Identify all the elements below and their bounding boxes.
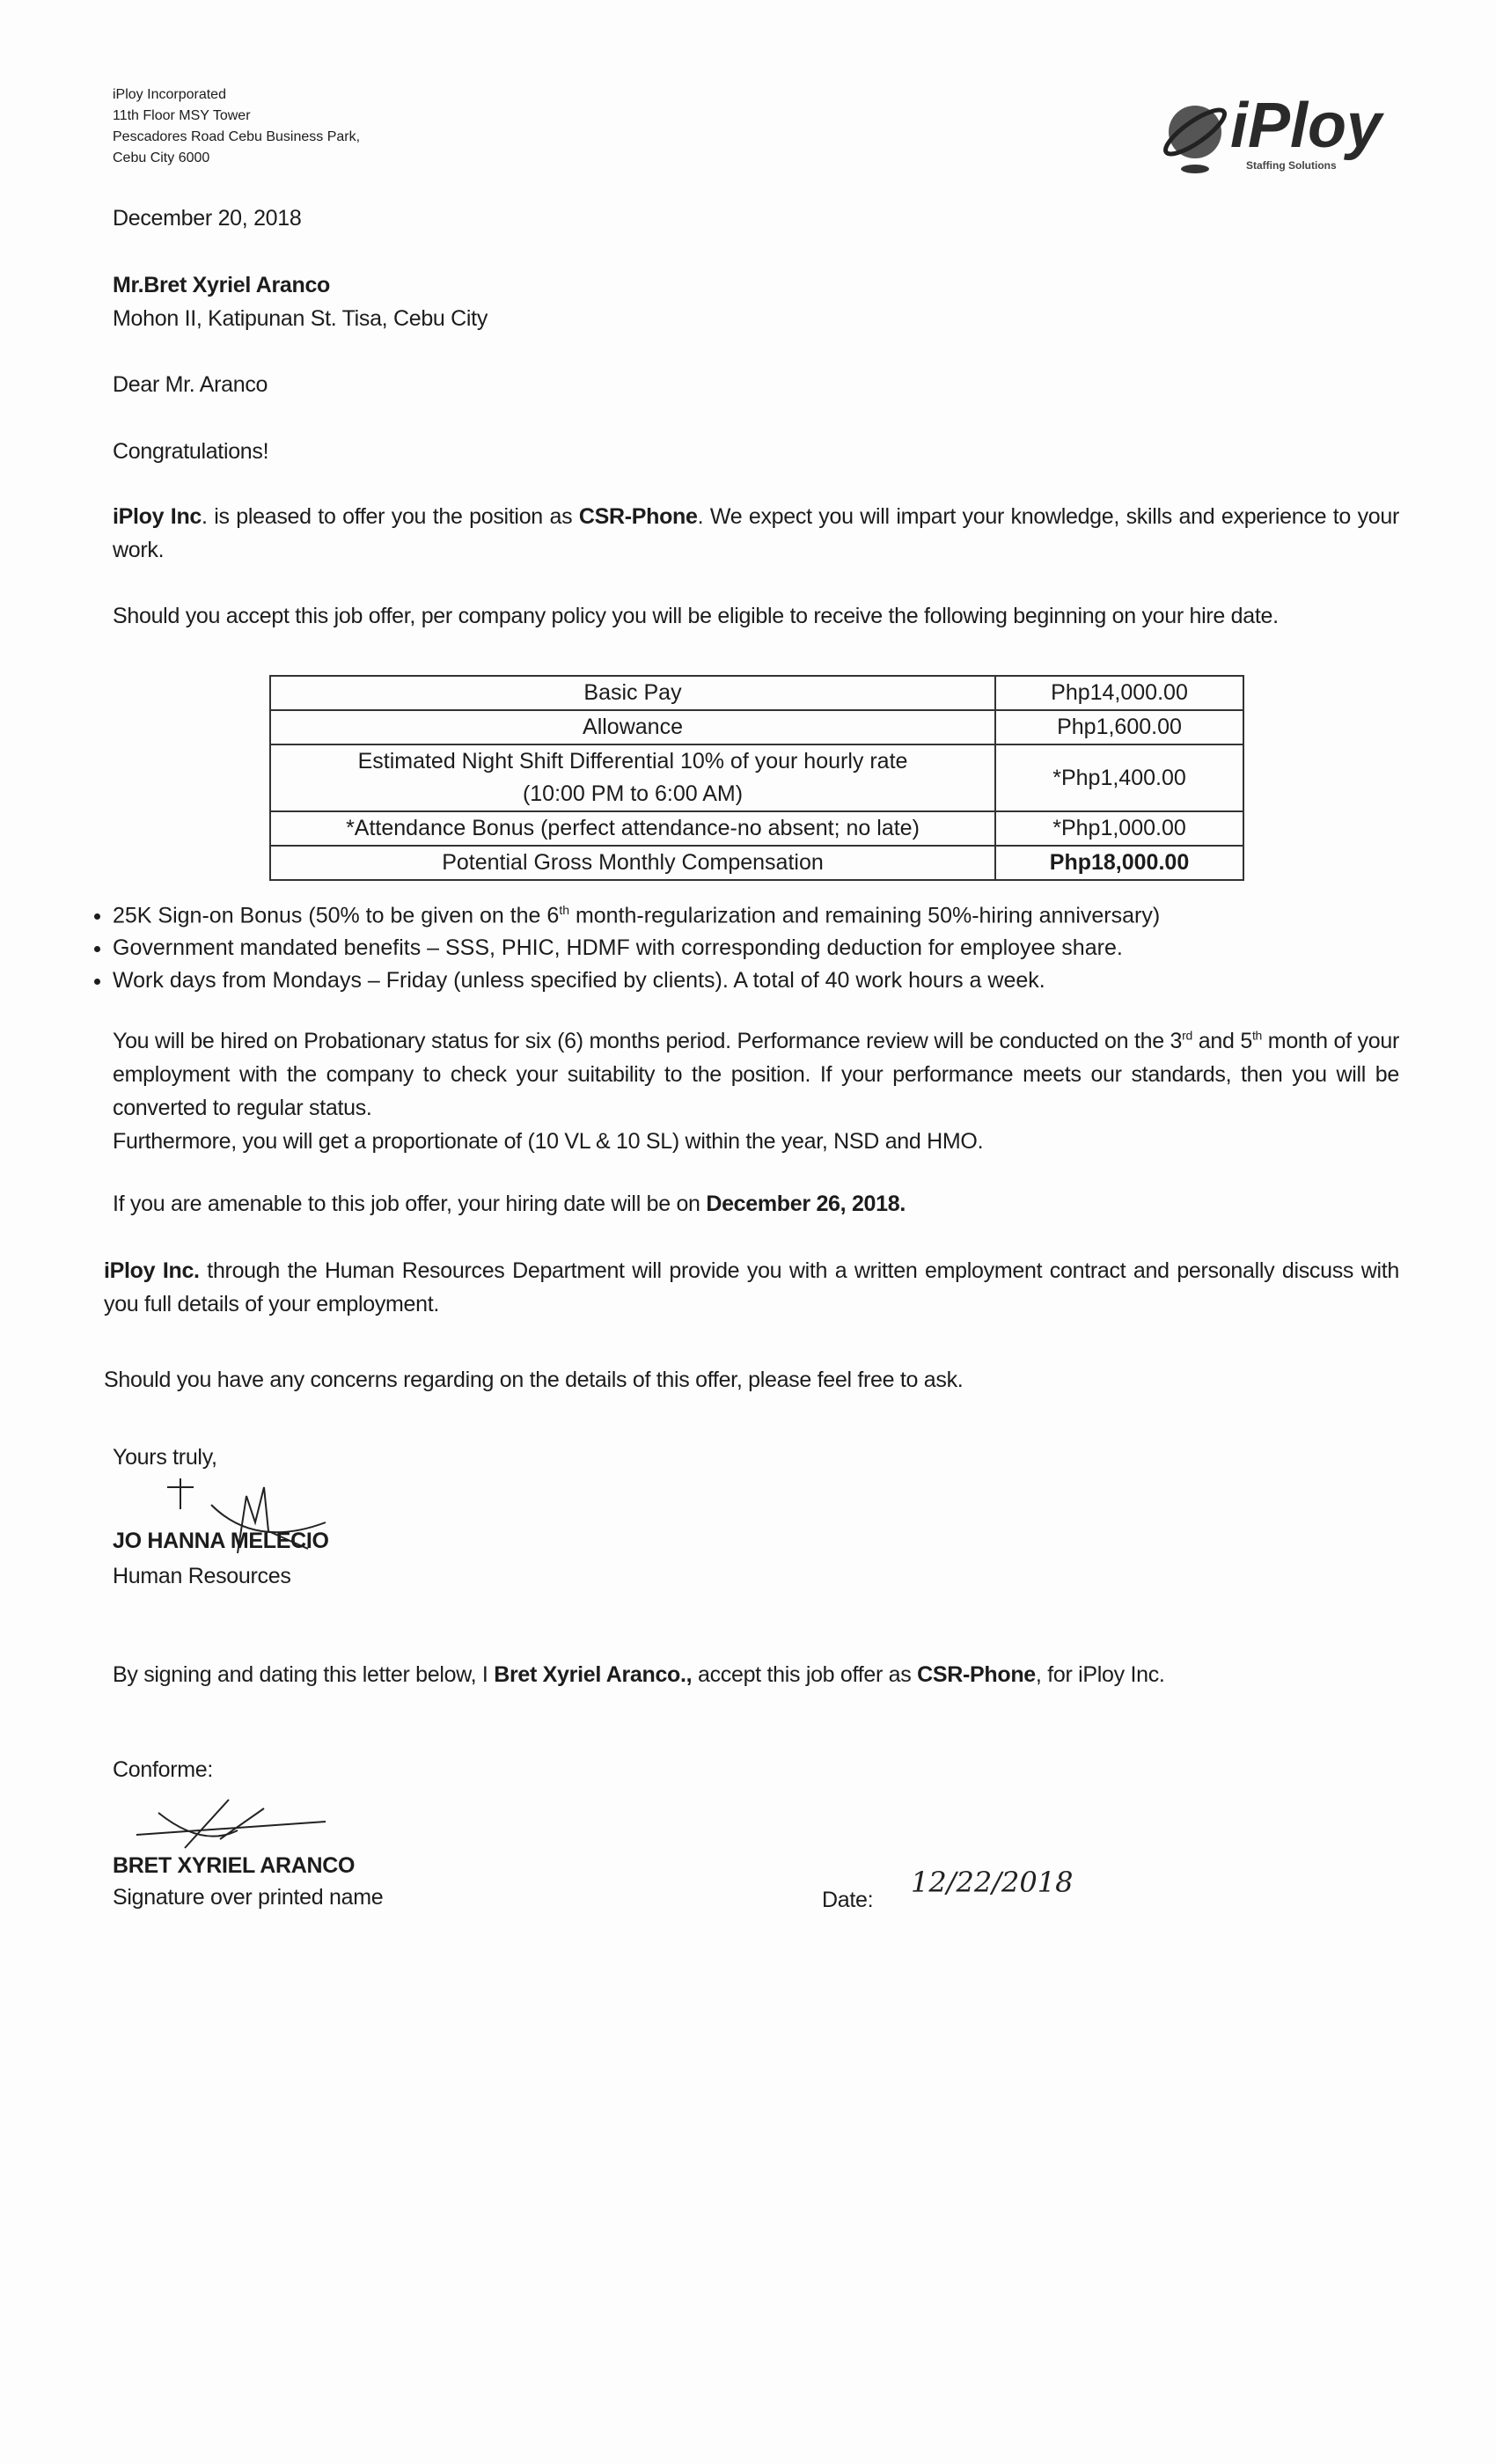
signed-date: 12/22/2018 xyxy=(911,1866,1074,1899)
table-row: Basic Pay Php14,000.00 xyxy=(270,676,1243,710)
probation-paragraph: You will be hired on Probationary status for six (6) months period. Performance review will be conducted on the 3rd and 5th month of your employment with the company to check your suitability to the position. If your performance meets our standards, then you will be converted to regular status. Furthermore, you will get a proportionate of (10 VL & 10 SL) within the year, NSD and HMO. xyxy=(113,1028,1399,1154)
address-line: 11th Floor MSY Tower xyxy=(113,108,251,123)
date-label: Date: xyxy=(822,1888,874,1912)
globe-icon xyxy=(1162,88,1232,176)
offer-paragraph: iPloy Inc. is pleased to offer you the position as CSR-Phone. We expect you will impart your knowledge, skills and experience to your work. xyxy=(113,504,1399,562)
table-row: Allowance Php1,600.00 xyxy=(270,710,1243,744)
address-line: Pescadores Road Cebu Business Park, xyxy=(113,129,361,144)
acceptance-statement: By signing and dating this letter below, I Bret Xyriel Aranco., accept this job offer as CSR-Phone, for iPloy Inc. xyxy=(113,1662,1165,1687)
greeting: Congratulations! xyxy=(113,439,269,464)
list-item: • Work days from Mondays – Friday (unless specified by clients). A total of 40 work hours a week. xyxy=(113,964,1450,997)
table-row: *Attendance Bonus (perfect attendance-no absent; no late) *Php1,000.00 xyxy=(270,811,1243,846)
sender-company: iPloy Incorporated xyxy=(113,87,226,102)
list-item: • Government mandated benefits – SSS, PHIC, HDMF with corresponding deduction for employee share. xyxy=(113,932,1450,964)
closing: Yours truly, xyxy=(113,1445,217,1470)
sender-address xyxy=(113,84,360,169)
conforme-label: Conforme: xyxy=(113,1757,214,1782)
employee-name: BRET XYRIEL ARANCO xyxy=(113,1853,356,1878)
eligibility-paragraph: Should you accept this job offer, per company policy you will be eligible to receive the following beginning on your hire date. xyxy=(113,604,1279,628)
compensation-table xyxy=(269,675,1244,881)
benefits-list xyxy=(79,894,1450,997)
signatory-title: Human Resources xyxy=(113,1564,291,1588)
contract-paragraph: iPloy Inc. through the Human Resources Department will provide you with a written employment contract and personally discuss with you full details of your employment. xyxy=(104,1258,1399,1316)
letter-date: December 20, 2018 xyxy=(113,206,302,231)
concerns-paragraph: Should you have any concerns regarding on the details of this offer, please feel free to ask. xyxy=(104,1368,964,1392)
salutation: Dear Mr. Aranco xyxy=(113,372,268,397)
table-row: Estimated Night Shift Differential 10% of your hourly rate (10:00 PM to 6:00 AM) *Php1,400.00 xyxy=(270,744,1243,811)
signatory-name: JO HANNA MELECIO xyxy=(113,1529,329,1553)
signature-caption: Signature over printed name xyxy=(113,1885,384,1910)
list-item: • 25K Sign-on Bonus (50% to be given on the 6th month-regularization and remaining 50%-hiring anniversary) xyxy=(113,894,1450,932)
table-row: Potential Gross Monthly Compensation Php18,000.00 xyxy=(270,846,1243,880)
recipient-address: Mohon II, Katipunan St. Tisa, Cebu City xyxy=(113,306,488,331)
employee-signature xyxy=(132,1795,334,1857)
company-logo: iPloy Staffing Solutions xyxy=(1162,84,1408,180)
recipient-name: Mr.Bret Xyriel Aranco xyxy=(113,273,331,297)
hiring-date-paragraph: If you are amenable to this job offer, your hiring date will be on December 26, 2018. xyxy=(113,1192,906,1216)
address-line: Cebu City 6000 xyxy=(113,150,210,165)
